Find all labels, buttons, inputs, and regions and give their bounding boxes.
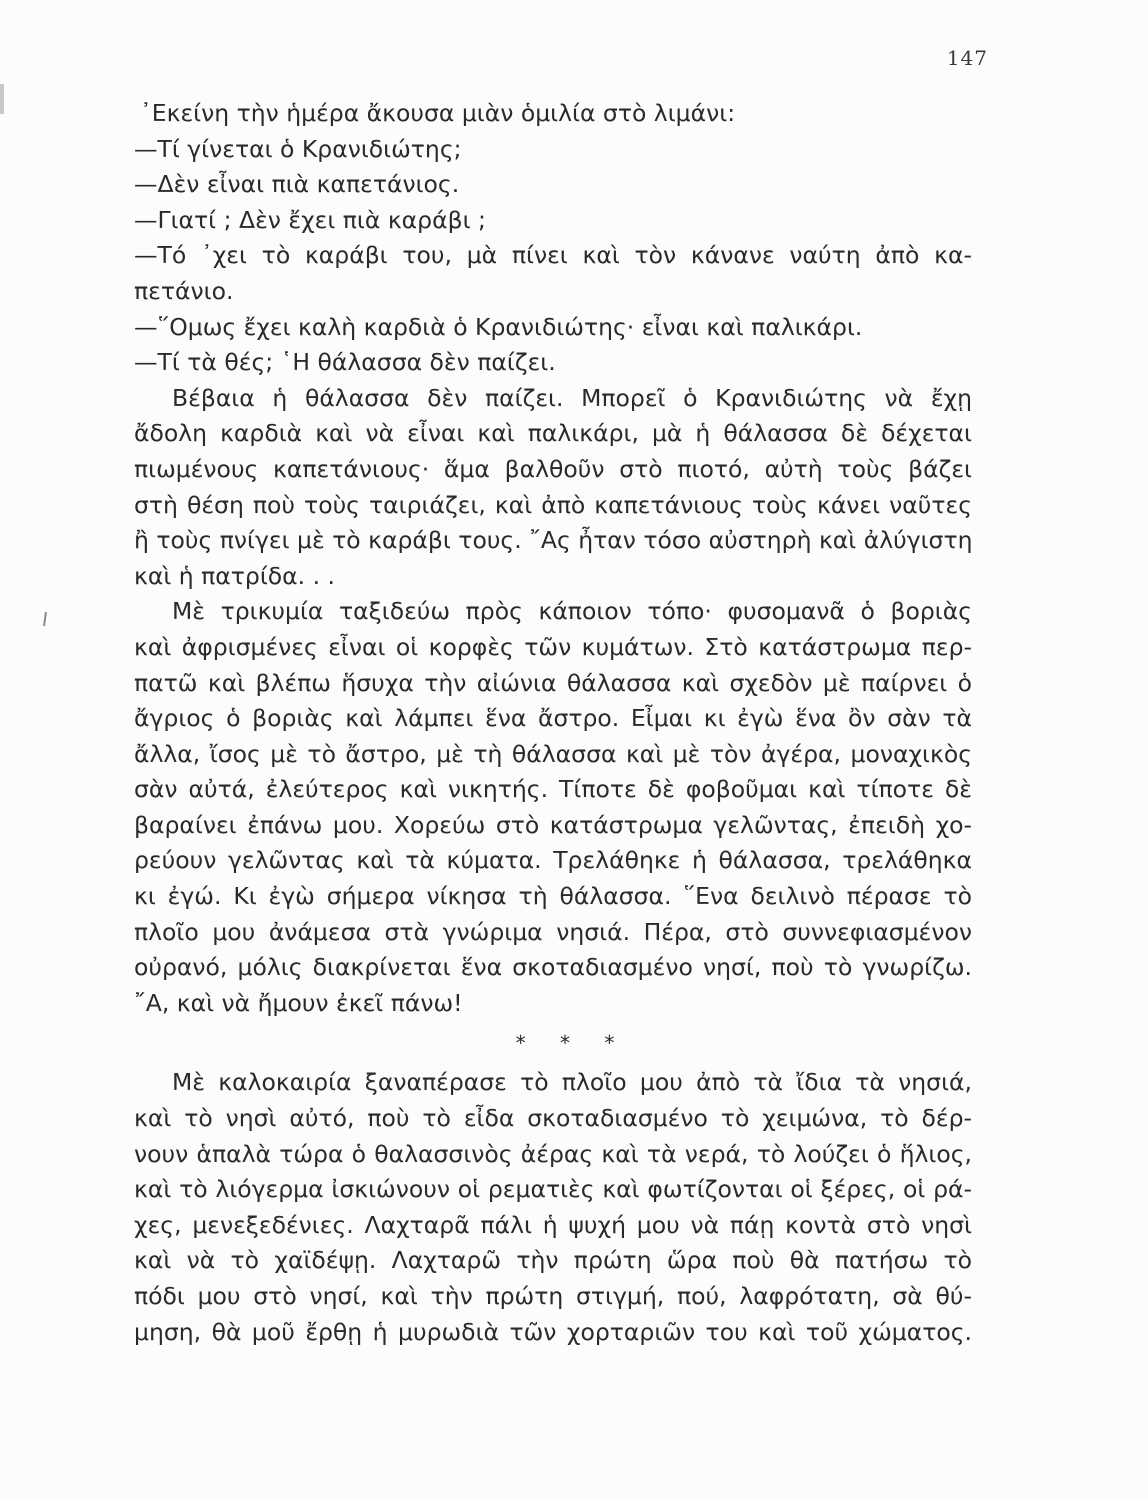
text-line: Μὲ καλοκαιρία ξαναπέρασε τὸ πλοῖο μου ἀπὸ τὰ ἴδια τὰ νησιά, [172,1068,972,1097]
text-line: ῎Α, καὶ νὰ ἤμουν ἐκεῖ πάνω! [134,988,463,1017]
text-line: —Δὲν εἶναι πιὰ καπετάνιος. [134,170,460,199]
text-line: πιωμένους καπετάνιους· ἅμα βαλθοῦν στὸ πιοτό, αὐτὴ τοὺς βάζει [134,454,972,483]
text-line: κι ἐγώ. Κι ἐγὼ σήμερα νίκησα τὴ θάλασσα. ῞Ενα δειλινὸ πέρασε τὸ [134,882,972,911]
text-line: ἢ τοὺς πνίγει μὲ τὸ καράβι τους. ῎Ας ἦταν τόσο αὐστηρὴ καὶ ἀλύγιστη [134,526,972,555]
body-text [134,96,972,1350]
text-line: πόδι μου στὸ νησί, καὶ τὴν πρώτη στιγμή, πού, λαφρότατη, σὰ θύ- [134,1282,972,1310]
text-line: ἄδολη καρδιὰ καὶ νὰ εἶναι καὶ παλικάρι, μὰ ἡ θάλασσα δὲ δέχεται [134,419,972,448]
text-line: —Τί γίνεται ὁ Κρανιδιώτης; [134,134,462,163]
text-line: οὐρανό, μόλις διακρίνεται ἕνα σκοταδιασμένο νησί, ποὺ τὸ γνωρίζω. [134,953,972,982]
text-line: πατῶ καὶ βλέπω ἥσυχα τὴν αἰώνια θάλασσα καὶ σχεδὸν μὲ παίρνει ὁ [134,668,972,697]
text-line: καὶ ἀφρισμένες εἶναι οἱ κορφὲς τῶν κυμάτων. Στὸ κατάστρωμα περ- [134,632,972,661]
text-line: Βέβαια ἡ θάλασσα δὲν παίζει. Μπορεῖ ὁ Κρανιδιώτης νὰ ἔχῃ [172,383,972,412]
text-line: καὶ τὸ λιόγερμα ἰσκιώνουν οἱ ρεματιὲς καὶ φωτίζονται οἱ ξέρες, οἱ ρά- [134,1175,972,1204]
text-line: ἄλλα, ἴσος μὲ τὸ ἄστρο, μὲ τὴ θάλασσα καὶ μὲ τὸν ἀγέρα, μοναχικὸς [134,739,972,768]
text-line: —Τό ᾿χει τὸ καράβι του, μὰ πίνει καὶ τὸν κάνανε ναύτη ἀπὸ κα- [134,241,972,270]
text-line: νουν ἁπαλὰ τώρα ὁ θαλασσινὸς ἀέρας καὶ τὰ νερά, τὸ λούζει ὁ ἥλιος, [134,1139,972,1168]
text-line: σὰν αὐτά, ἐλεύτερος καὶ νικητής. Τίποτε δὲ φοβοῦμαι καὶ τίποτε δὲ [134,775,972,804]
text-line: —Γιατί ; Δὲν ἔχει πιὰ καράβι ; [134,205,486,234]
text-line: —῞Ομως ἔχει καλὴ καρδιὰ ὁ Κρανιδιώτης· εἶναι καὶ παλικάρι. [134,312,863,341]
section-separator: * * * [515,1031,629,1056]
text-line: χες, μενεξεδένιες. Λαχταρᾶ πάλι ἡ ψυχή μου νὰ πάῃ κοντὰ στὸ νησὶ [134,1210,972,1239]
text-line: στὴ θέση ποὺ τοὺς ταιριάζει, καὶ ἀπὸ καπετάνιους τοὺς κάνει ναῦτες [134,490,972,519]
text-line: ἄγριος ὁ βοριὰς καὶ λάμπει ἕνα ἄστρο. Εἶμαι κι ἐγὼ ἕνα ὂν σὰν τὰ [134,704,972,733]
margin-mark [43,612,47,626]
text-line: πετάνιο. [134,276,234,305]
text-line: πλοῖο μου ἀνάμεσα στὰ γνώριμα νησιά. Πέρα, στὸ συννεφιασμένον [134,917,972,946]
text-line: Μὲ τρικυμία ταξιδεύω πρὸς κάποιον τόπο· φυσομανᾶ ὁ βοριὰς [172,597,972,626]
text-line: ᾿Εκείνη τὴν ἡμέρα ἄκουσα μιὰν ὁμιλία στὸ λιμάνι: [140,99,736,127]
text-line: ρεύουν γελῶντας καὶ τὰ κύματα. Τρελάθηκε ἡ θάλασσα, τρελάθηκα [134,846,972,875]
text-line: καὶ νὰ τὸ χαϊδέψῃ. Λαχταρῶ τὴν πρώτη ὥρα ποὺ θὰ πατήσω τὸ [134,1246,972,1275]
text-line: —Τί τὰ θές; ῾Η θάλασσα δὲν παίζει. [134,348,556,377]
text-line: βαραίνει ἐπάνω μου. Χορεύω στὸ κατάστρωμα γελῶντας, ἐπειδὴ χο- [134,810,972,839]
page-number: 147 [946,46,988,70]
text-line: καὶ ἡ πατρίδα. . . [134,561,336,590]
text-line: καὶ τὸ νησὶ αὐτό, ποὺ τὸ εἶδα σκοταδιασμένο τὸ χειμώνα, τὸ δέρ- [134,1104,972,1133]
text-line: μηση, θὰ μοῦ ἔρθῃ ἡ μυρωδιὰ τῶν χορταριῶν του καὶ τοῦ χώματος. [134,1317,972,1346]
page-edge-shadow [0,84,4,114]
